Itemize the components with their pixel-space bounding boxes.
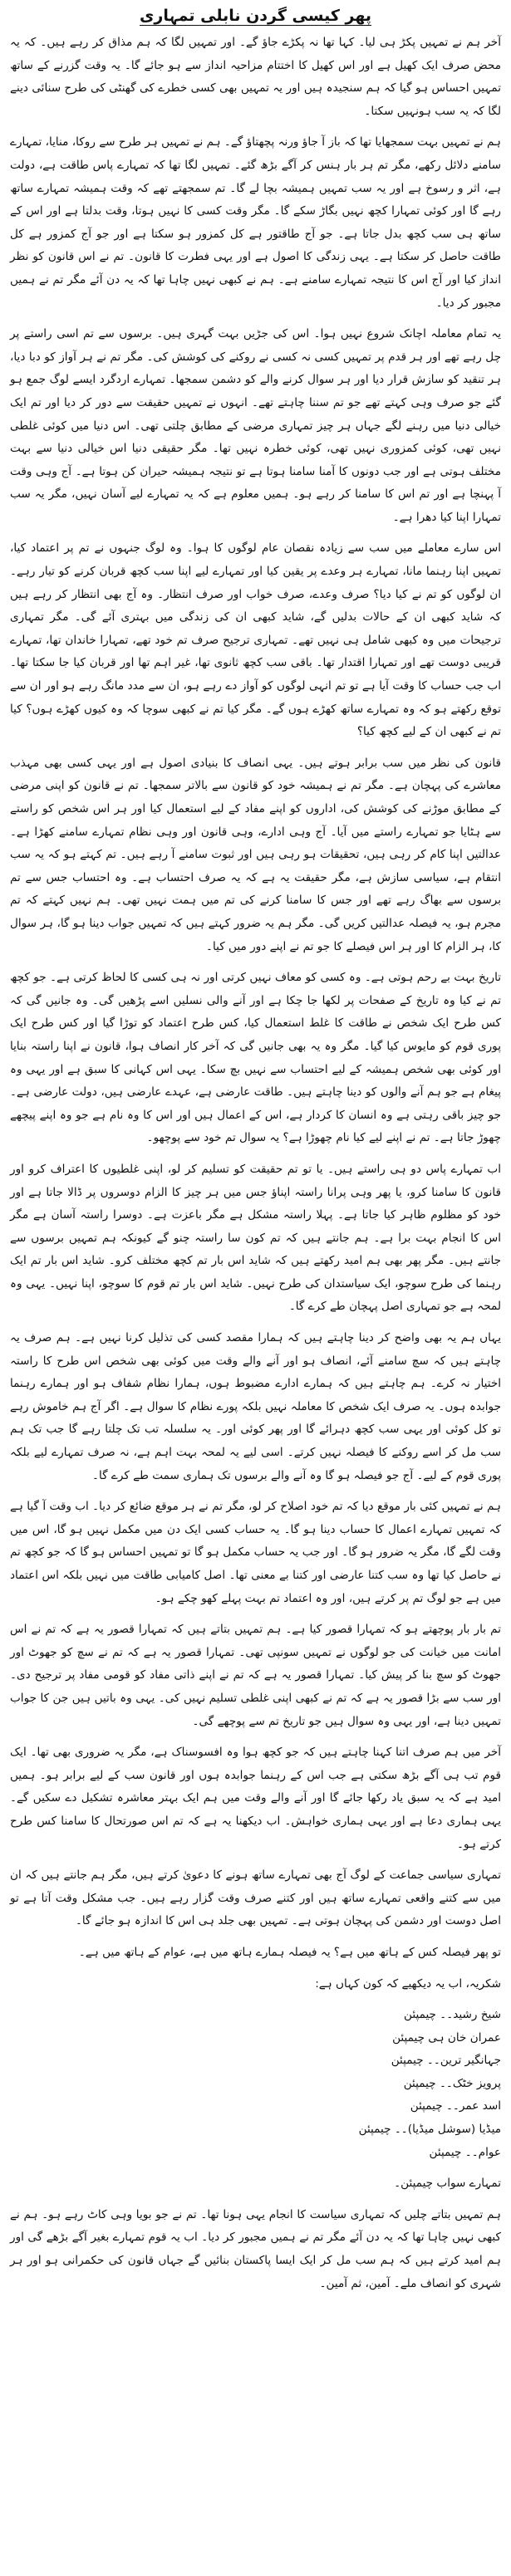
- paragraph: اس سارے معاملے میں سب سے زیادہ نقصان عام لوگوں کا ہوا۔ وہ لوگ جنہوں نے تم پر اعتماد کیا، تمہیں اپنا رہنما مانا، تمہارے ہر وعدے پر یقین کیا اور تمہارے لیے اپنا سب کچھ قربان کرنے کو تیار رہے۔ ان لوگوں کو تم نے کیا دیا؟ صرف وعدے، صرف خواب اور صرف انتظار۔ وہ آج بھی انتظار کر رہے ہیں کہ شاید کبھی ان کے حالات بدلیں گے، شاید کبھی ان کی زندگی میں بہتری آئے گی۔ مگر تمہاری ترجیحات میں وہ کبھی شامل ہی نہیں تھے۔ تمہاری ترجیح صرف تم خود تھے، تمہارا خاندان تھا، تمہارے قریبی دوست تھے اور تمہارا اقتدار تھا۔ باقی سب کچھ ثانوی تھا، غیر اہم تھا اور قربان کیا جا سکتا تھا۔ اب جب حساب کا وقت آیا ہے تو تم انہی لوگوں کو آواز دے رہے ہو، ان سے مدد مانگ رہے ہو اور ان سے توقع رکھتے ہو کہ وہ تمہارے ساتھ کھڑے ہوں گے۔ مگر کیا تم نے کبھی سوچا کہ وہ کیوں کھڑے ہوں؟ کیا تم نے کبھی ان کے لیے کچھ کیا؟: [10, 541, 501, 739]
- list-item: میڈیا (سوشل میڈیا)۔۔ چیمپئن: [358, 2123, 501, 2137]
- closing-line: تمہارے سواب چیمپئن۔: [394, 2177, 501, 2191]
- article-title: پھر کیسی گردن نابلی تمہاری: [139, 7, 372, 25]
- list-intro: شکریہ، اب یہ دیکھیے کہ کون کہاں ہے:: [315, 1976, 501, 1991]
- paragraph: ہم نے تمہیں کئی بار موقع دیا کہ تم خود اصلاح کر لو، مگر تم نے ہر موقع ضائع کر دیا۔ اب وقت آ گیا ہے کہ تمہیں تمہارے اعمال کا حساب دینا ہو گا۔ یہ حساب کسی ایک دن میں مکمل نہیں ہو گا، اس میں وقت لگے گا، مگر یہ ضرور ہو گا۔ اور جب یہ حساب مکمل ہو گا تو تمہیں احساس ہو گا کہ جو کچھ تم نے حاصل کیا تھا وہ سب کتنا عارضی اور کتنا بے معنی تھا۔ اصل کامیابی طاقت میں نہیں بلکہ اس اعتماد میں ہے جو لوگ تم پر کرتے ہیں، اور وہ اعتماد تم بہت پہلے کھو چکے ہو۔: [10, 1500, 501, 1605]
- paragraph: تو پھر فیصلہ کس کے ہاتھ میں ہے؟ یہ فیصلہ ہمارے ہاتھ میں ہے، عوام کے ہاتھ میں ہے۔: [78, 1945, 501, 1959]
- paragraph: قانون کی نظر میں سب برابر ہوتے ہیں۔ یہی انصاف کا بنیادی اصول ہے اور یہی کسی بھی مہذب معاشرے کی پہچان ہے۔ مگر تم نے ہمیشہ خود کو قانون سے بالاتر سمجھا۔ تم نے قانون کو اپنی مرضی کے مطابق موڑنے کی کوشش کی، اداروں کو اپنے مفاد کے لیے استعمال کیا اور ہر اس شخص کو راستے سے ہٹایا جو تمہارے راستے میں آیا۔ آج وہی ادارے، وہی قانون اور وہی نظام تمہارے سامنے کھڑا ہے۔ عدالتیں اپنا کام کر رہی ہیں، تحقیقات ہو رہی ہیں اور ثبوت سامنے آ رہے ہیں۔ تم کہتے ہو کہ یہ سب انتقام ہے، سیاسی سازش ہے، مگر حقیقت یہ ہے کہ یہ صرف احتساب ہے۔ وہ احتساب جس سے تم برسوں سے بھاگ رہے تھے اور جس کا سامنا کرنے کی تم میں ہمت نہیں تھی۔ ہم نہیں کہتے کہ تم مجرم ہو، یہ فیصلہ عدالتیں کریں گی۔ مگر ہم یہ ضرور کہتے ہیں کہ تمہیں جواب دینا ہو گا، ہر سوال کا، ہر الزام کا اور ہر اس فیصلے کا جو تم نے اپنے دور میں کیا۔: [10, 756, 501, 953]
- paragraph: ہم نے تمہیں بہت سمجھایا تھا کہ باز آ جاؤ ورنہ پچھتاؤ گے۔ ہم نے تمہیں ہر طرح سے روکا، منایا، تمہارے سامنے دلائل رکھے، مگر تم ہر بار ہنس کر آگے بڑھ گئے۔ تمہیں لگا تھا کہ تمہارے پاس طاقت ہے، دولت ہے، اثر و رسوخ ہے اور یہ سب تمہیں ہمیشہ بچا لے گا۔ تم سمجھتے تھے کہ وقت ہمیشہ تمہارے ساتھ رہے گا اور کوئی تمہارا کچھ نہیں بگاڑ سکے گا۔ مگر وقت کسی کا نہیں ہوتا، وقت بدلتا ہے اور اس کے ساتھ ہی سب کچھ بدل جاتا ہے۔ جو آج طاقتور ہے کل کمزور ہو سکتا ہے اور جو آج کمزور ہے کل طاقت حاصل کر سکتا ہے۔ یہی زندگی کا اصول ہے اور یہی فطرت کا قانون۔ تم نے اس قانون کو نظر انداز کیا اور آج اس کا نتیجہ تمہارے سامنے ہے۔ ہم نے کبھی نہیں چاہا تھا کہ یہ دن آئے مگر تم نے ہمیں مجبور کر دیا۔: [10, 135, 501, 310]
- paragraph: یہاں ہم یہ بھی واضح کر دینا چاہتے ہیں کہ ہمارا مقصد کسی کی تذلیل کرنا نہیں ہے۔ ہم صرف یہ چاہتے ہیں کہ سچ سامنے آئے، انصاف ہو اور آنے والے وقت میں کوئی بھی شخص اس طرح کا راستہ اختیار نہ کرے۔ ہم چاہتے ہیں کہ ہمارے ادارے مضبوط ہوں، ہمارا نظام شفاف ہو اور ہمارے رہنما جوابدہ ہوں۔ یہ صرف ایک شخص کا معاملہ نہیں بلکہ پورے نظام کا سوال ہے۔ اگر آج ہم خاموش رہے تو کل کوئی اور یہی سب کچھ دہرائے گا اور پھر کوئی اور۔ یہ سلسلہ تب تک چلتا رہے گا جب تک ہم سب مل کر اسے روکنے کا فیصلہ نہیں کرتے۔ اسی لیے یہ لمحہ بہت اہم ہے، نہ صرف تمہارے لیے بلکہ پوری قوم کے لیے۔ آج جو فیصلہ ہو گا وہ آنے والے برسوں تک ہماری سمت طے کرے گا۔: [10, 1331, 501, 1482]
- paragraph: یہ تمام معاملہ اچانک شروع نہیں ہوا۔ اس کی جڑیں بہت گہری ہیں۔ برسوں سے تم اسی راستے پر چل رہے تھے اور ہر قدم پر تمہیں کسی نہ کسی نے روکنے کی کوشش کی۔ مگر تم نے ہر آواز کو دبا دیا، ہر تنقید کو سازش قرار دیا اور ہر سوال کرنے والے کو دشمن سمجھا۔ تمہارے اردگرد ایسے لوگ جمع ہو گئے جو صرف وہی کہتے تھے جو تم سننا چاہتے تھے۔ انہوں نے تمہیں حقیقت سے دور کر دیا اور تم ایک خیالی دنیا میں رہنے لگے جہاں ہر چیز تمہاری مرضی کے مطابق چلتی تھی۔ اس دنیا میں کوئی غلطی نہیں تھی، کوئی کمزوری نہیں تھی، کوئی خطرہ نہیں تھا۔ مگر حقیقی دنیا اس خیالی دنیا سے بہت مختلف ہوتی ہے اور جب دونوں کا آمنا سامنا ہوتا ہے تو نتیجہ ہمیشہ حیران کن ہوتا ہے۔ آج وہی وقت آ پہنچا ہے اور تم اس کا سامنا کر رہے ہو۔ ہمیں معلوم ہے کہ یہ تمہارے لیے آسان نہیں، مگر یہ سب تمہارا اپنا کیا دھرا ہے۔: [10, 327, 501, 524]
- paragraph: آخر ہم نے تمہیں پکڑ ہی لیا۔ کہا تھا نہ پکڑے جاؤ گے۔ اور تمہیں لگا کہ ہم مذاق کر رہے ہیں۔ کہ یہ محض صرف ایک کھیل ہے اور اس کھیل کا اختتام مزاحیہ انداز سے ہو جائے گا۔ یہ وقت گزرنے کے ساتھ تمہیں احساس ہو گیا کہ ہم سنجیدہ ہیں اور یہ تمہیں بھی کسی خطرے کی گھنٹی کی طرح سنائی دینے لگا کہ یہ سب ہونہیں سکتا۔: [10, 36, 501, 118]
- closing-paragraph: ہم تمہیں بتاتے چلیں کہ تمہاری سیاست کا انجام یہی ہونا تھا۔ تم نے جو بویا وہی کاٹ رہے ہو۔ ہم نے کبھی نہیں چاہا تھا کہ یہ دن آئے مگر تم نے ہمیں مجبور کر دیا۔ اب یہ قوم تمہارے بغیر آگے بڑھے گی اور ہم امید کرتے ہیں کہ ہم سب مل کر ایک ایسا پاکستان بنائیں گے جہاں قانون کی حکمرانی ہو اور ہر شہری کو انصاف ملے۔ آمین، ثم آمین۔: [10, 2207, 501, 2290]
- list-item: جہانگیر ترین۔۔ چیمپئن: [391, 2054, 501, 2068]
- paragraph: تمہاری سیاسی جماعت کے لوگ آج بھی تمہارے ساتھ ہونے کا دعویٰ کرتے ہیں، مگر ہم جانتے ہیں کہ ان میں سے کتنے واقعی تمہارے ساتھ ہیں اور کتنے صرف وقت گزار رہے ہیں۔ جب مشکل وقت آتا ہے تو اصل دوست اور دشمن کی پہچان ہوتی ہے۔ تمہیں بھی جلد ہی اس کا اندازہ ہو جائے گا۔: [10, 1868, 501, 1928]
- article-body: [10, 32, 501, 2295]
- list-item: عوام۔۔ چیمپئن: [429, 2145, 501, 2159]
- list-item: پرویز خٹک۔۔ چیمپئن: [403, 2076, 501, 2090]
- champion-list: [10, 2004, 501, 2164]
- paragraph: تاریخ بہت بے رحم ہوتی ہے۔ وہ کسی کو معاف نہیں کرتی اور نہ ہی کسی کا لحاظ کرتی ہے۔ جو کچھ تم نے کیا وہ تاریخ کے صفحات پر لکھا جا چکا ہے اور آنے والی نسلیں اسے پڑھیں گی۔ وہ جانیں گی کہ کس طرح ایک شخص نے طاقت کا غلط استعمال کیا، کس طرح اعتماد کو توڑا گیا اور کس طرح ایک پوری قوم کو مایوس کیا گیا۔ مگر وہ یہ بھی جانیں گی کہ آخر کار انصاف ہوا، قانون نے اپنا راستہ بنایا اور کوئی بھی شخص ہمیشہ کے لیے احتساب سے نہیں بچ سکا۔ یہی اس کہانی کا سبق ہے اور یہی وہ پیغام ہے جو ہم آنے والوں کو دینا چاہتے ہیں۔ طاقت عارضی ہے، عہدے عارضی ہیں، دولت عارضی ہے۔ جو چیز باقی رہتی ہے وہ انسان کا کردار ہے، اس کے اعمال ہیں اور اس کا وہ نام ہے جو وہ اپنے پیچھے چھوڑ جاتا ہے۔ تم نے اپنے لیے کیا نام چھوڑا ہے؟ یہ سوال تم خود سے پوچھو۔: [10, 971, 501, 1145]
- paragraph: تم بار بار پوچھتے ہو کہ تمہارا قصور کیا ہے۔ ہم تمہیں بتاتے ہیں کہ تمہارا قصور یہ ہے کہ تم نے اس امانت میں خیانت کی جو لوگوں نے تمہیں سونپی تھی۔ تمہارا قصور یہ ہے کہ تم نے سچ کو جھوٹ اور جھوٹ کو سچ بنا کر پیش کیا۔ تمہارا قصور یہ ہے کہ تم نے اپنے ذاتی مفاد کو قومی مفاد پر ترجیح دی۔ اور سب سے بڑا قصور یہ ہے کہ تم نے کبھی اپنی غلطی تسلیم نہیں کی۔ یہی وہ باتیں ہیں جن کا جواب تمہیں دینا ہے، اور یہی وہ سوال ہیں جو تاریخ تم سے پوچھے گی۔: [10, 1623, 501, 1728]
- paragraph: آخر میں ہم صرف اتنا کہنا چاہتے ہیں کہ جو کچھ ہوا وہ افسوسناک ہے، مگر یہ ضروری بھی تھا۔ ایک قوم تب ہی آگے بڑھ سکتی ہے جب اس کے رہنما جوابدہ ہوں اور قانون سب کے لیے برابر ہو۔ ہمیں امید ہے کہ یہ سبق یاد رکھا جائے گا اور آنے والے وقت میں ہم ایک بہتر معاشرہ تشکیل دے سکیں گے۔ یہی ہماری دعا ہے اور یہی ہماری خواہش۔ اب دیکھنا یہ ہے کہ تم اس صورتحال کا سامنا کس طرح کرتے ہو۔: [10, 1746, 501, 1851]
- list-item: اسد عمر۔۔ چیمپئن: [410, 2099, 501, 2113]
- paragraph: اب تمہارے پاس دو ہی راستے ہیں۔ یا تو تم حقیقت کو تسلیم کر لو، اپنی غلطیوں کا اعتراف کرو اور قانون کا سامنا کرو، یا پھر وہی پرانا راستہ اپناؤ جس میں ہر چیز کا الزام دوسروں پر ڈالا جاتا ہے اور خود کو مظلوم ظاہر کیا جاتا ہے۔ پہلا راستہ مشکل ہے مگر باعزت ہے۔ دوسرا راستہ آسان ہے مگر اس کا انجام بہت برا ہے۔ ہم جانتے ہیں کہ تم کون سا راستہ چنو گے کیونکہ ہم تمہیں برسوں سے جانتے ہیں۔ مگر پھر بھی ہم امید رکھتے ہیں کہ شاید اس بار تم کچھ مختلف کرو۔ شاید اس بار تم ایک رہنما کی طرح سوچو، ایک سیاستدان کی طرح نہیں۔ شاید اس بار تم قوم کا سوچو، اپنا نہیں۔ یہی وہ لمحہ ہے جو تمہاری اصل پہچان طے کرے گا۔: [10, 1162, 501, 1314]
- list-item: عمران خان ہی چیمپئن: [392, 2030, 501, 2045]
- list-item: شیخ رشید۔۔ چیمپئن: [404, 2008, 501, 2022]
